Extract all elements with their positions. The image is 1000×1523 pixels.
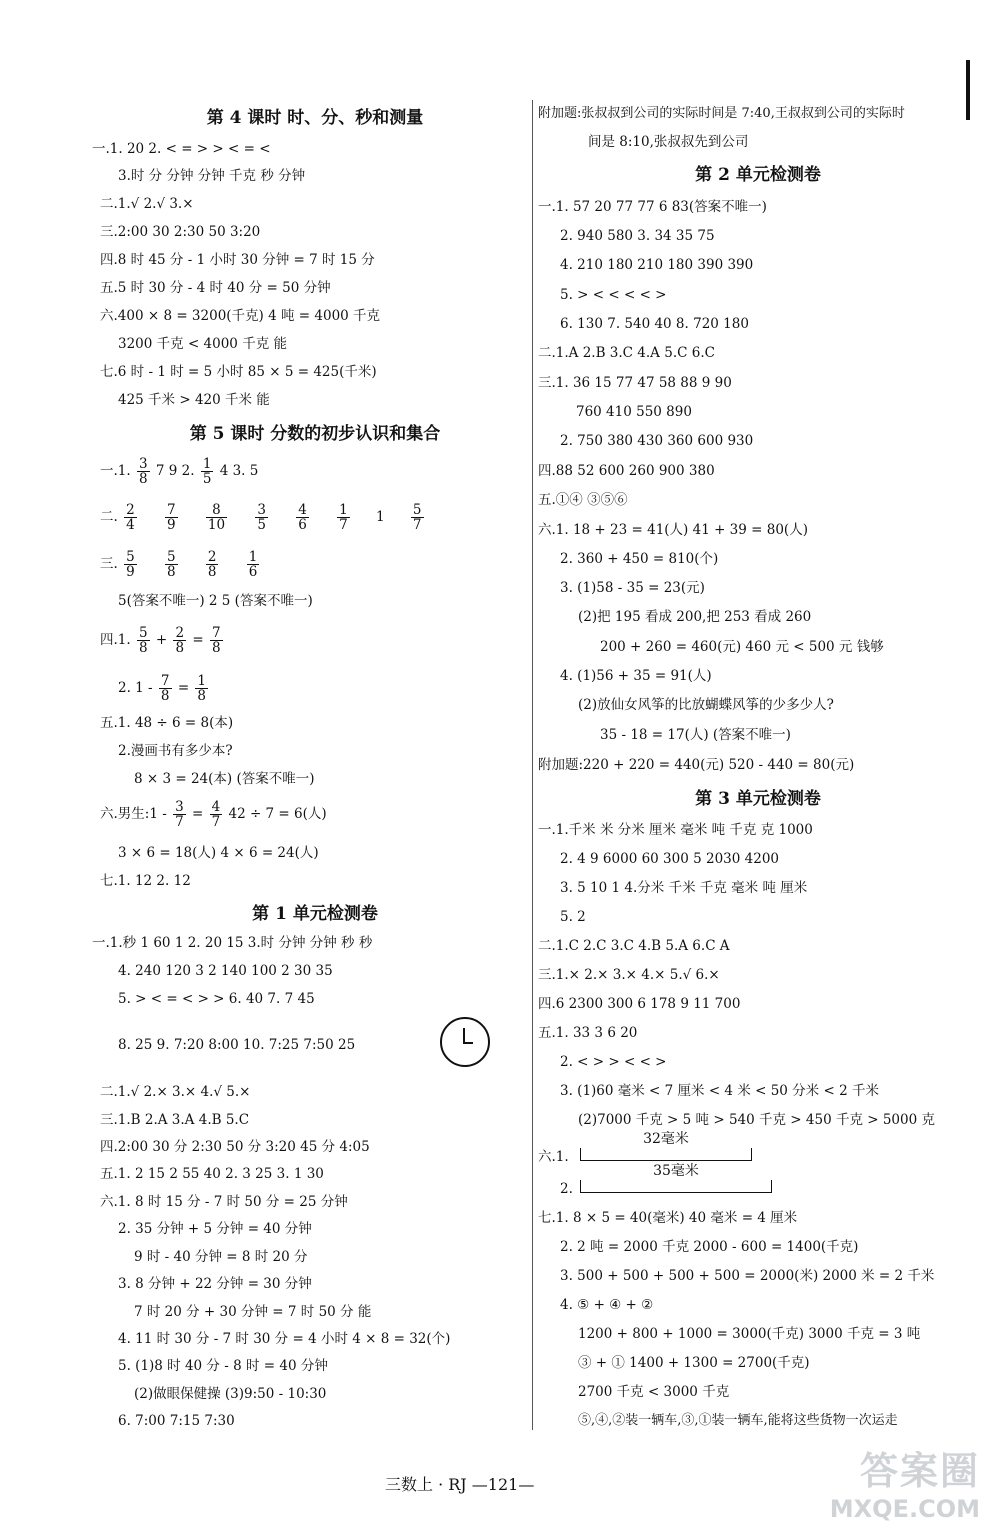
denominator: 8 <box>197 688 207 704</box>
text-line: 二.1.C 2.C 3.C 4.B 5.A 6.C A <box>538 938 730 954</box>
text-line: 二.1.A 2.B 3.C 4.A 5.C 6.C <box>538 345 715 361</box>
fraction <box>201 457 214 486</box>
text-line: 三.2:00 30 2:30 50 3:20 <box>100 224 261 240</box>
text-line: (2)做眼保健操 (3)9:50 - 10:30 <box>134 1386 327 1402</box>
text-line: 2. 940 580 3. 34 35 75 <box>560 228 715 244</box>
fraction <box>206 550 219 579</box>
text-line: 七.6 时 - 1 时 = 5 小时 85 × 5 = 425(千米) <box>100 364 377 380</box>
ruler-label: 32毫米 <box>643 1131 689 1147</box>
fraction <box>137 626 150 655</box>
text-line: 4. 11 时 30 分 - 7 时 30 分 = 4 小时 4 × 8 = 32(个) <box>118 1331 451 1347</box>
text-line: 2. 4 9 6000 60 300 5 2030 4200 <box>560 851 779 867</box>
text-line: (2)7000 千克 > 5 吨 > 540 千克 > 450 千克 > 5000 克 <box>578 1112 935 1128</box>
text-line: 3. (1)60 毫米 < 7 厘米 < 4 米 < 50 分米 < 2 千米 <box>560 1083 879 1099</box>
text-line: 四.88 52 600 260 900 380 <box>538 463 715 479</box>
numerator: 5 <box>166 549 176 565</box>
fraction <box>165 503 178 532</box>
text-line: 4. 240 120 3 2 140 100 2 30 35 <box>118 963 333 979</box>
fraction <box>165 550 178 579</box>
text-line: 附加题:张叔叔到公司的实际时间是 7:40,王叔叔到公司的实际时 <box>538 106 905 121</box>
denominator: 7 <box>339 517 348 533</box>
text: 三. <box>100 556 118 572</box>
fraction <box>411 503 424 532</box>
denominator: 7 <box>211 814 221 830</box>
text-line: 8 × 3 = 24(本) (答案不唯一) <box>134 771 315 787</box>
text-line: 五.1. 48 ÷ 6 = 8(本) <box>100 715 234 731</box>
text-line: 二.1.√ 2.√ 3.× <box>100 196 194 212</box>
numerator: 3 <box>257 502 266 518</box>
text: 六.男生:1 - <box>100 806 167 822</box>
text-line: 6. 7:00 7:15 7:30 <box>118 1413 235 1429</box>
denominator: 8 <box>138 471 148 487</box>
numerator: 7 <box>211 625 221 641</box>
text-line: 附加题:220 + 220 = 440(元) 520 - 440 = 80(元) <box>538 757 855 773</box>
denominator: 7 <box>175 814 184 830</box>
numerator: 5 <box>126 549 135 565</box>
fraction-line-3 <box>100 550 261 579</box>
unit1-title: 第 1 单元检测卷 <box>252 904 378 924</box>
text-line: 2.漫画书有多少本? <box>118 743 233 759</box>
text-line: 七.1. 8 × 5 = 40(毫米) 40 毫米 = 4 厘米 <box>538 1210 798 1226</box>
fraction <box>173 626 186 655</box>
fraction-line-6 <box>100 800 327 829</box>
edge-mark <box>966 60 970 120</box>
text-line: 5. > < = < > > 6. 40 7. 7 45 <box>118 991 315 1007</box>
lesson4-title: 第 4 课时 时、分、秒和测量 <box>206 108 424 128</box>
denominator: 4 <box>126 517 135 533</box>
numerator: 2 <box>126 502 135 518</box>
text-line: 六.1. 8 时 15 分 - 7 时 50 分 = 25 分钟 <box>100 1194 348 1210</box>
text-line: ③ + ① 1400 + 1300 = 2700(千克) <box>578 1355 810 1371</box>
fraction <box>137 457 150 486</box>
text-line: 5. 2 <box>560 909 586 925</box>
text-line: 7 时 20 分 + 30 分钟 = 7 时 50 分 能 <box>134 1304 372 1320</box>
text: 7 9 2. <box>155 463 195 479</box>
unit2-title: 第 2 单元检测卷 <box>695 165 821 185</box>
text: 四.1. <box>100 632 131 648</box>
text-line: 3. 8 分钟 + 22 分钟 = 30 分钟 <box>118 1276 312 1292</box>
fraction <box>337 503 350 532</box>
text-line: 760 410 550 890 <box>576 404 692 420</box>
text-line: 一.1. 57 20 77 77 6 83(答案不唯一) <box>538 199 767 215</box>
page-footer: 三数上 · RJ —121— <box>385 1475 535 1494</box>
text-line: 4. 210 180 210 180 390 390 <box>560 257 754 273</box>
text-line: 四.2:00 30 分 2:30 50 分 3:20 45 分 4:05 <box>100 1139 370 1155</box>
fraction <box>124 550 137 579</box>
numerator: 3 <box>138 456 148 472</box>
denominator: 6 <box>298 517 307 533</box>
fraction <box>206 503 227 532</box>
text: 2. 1 - <box>118 680 153 696</box>
text: + <box>155 632 168 648</box>
fraction <box>195 674 208 703</box>
text: 4 3. 5 <box>219 463 259 479</box>
text-line: 2. 360 + 450 = 810(个) <box>560 551 719 567</box>
numerator: 5 <box>412 502 422 518</box>
fraction <box>255 503 268 532</box>
fraction <box>124 503 137 532</box>
text-line: 200 + 260 = 460(元) 460 元 < 500 元 钱够 <box>600 639 884 655</box>
denominator: 8 <box>166 564 176 580</box>
text-line: 间是 8:10,张叔叔先到公司 <box>588 134 749 150</box>
text: 1 <box>376 509 385 525</box>
text-line: 五.5 时 30 分 - 4 时 40 分 = 50 分钟 <box>100 280 331 296</box>
text-line: 三.1.× 2.× 3.× 4.× 5.√ 6.× <box>538 967 720 983</box>
text-line: 4. ⑤ + ④ + ② <box>560 1297 654 1313</box>
numerator: 3 <box>175 799 184 815</box>
denominator: 7 <box>412 517 422 533</box>
fraction <box>159 674 172 703</box>
text-line: 七.1. 12 2. 12 <box>100 873 191 889</box>
text-line: 4. (1)56 + 35 = 91(人) <box>560 668 712 684</box>
text-line: 四.8 时 45 分 - 1 小时 30 分钟 = 7 时 15 分 <box>100 252 375 268</box>
text: = <box>177 680 190 696</box>
text-line: 六.1. <box>538 1149 569 1165</box>
numerator: 7 <box>160 673 170 689</box>
denominator: 8 <box>211 640 221 656</box>
text-line: 8. 25 9. 7:20 8:00 10. 7:25 7:50 25 <box>118 1037 356 1053</box>
denominator: 9 <box>126 564 135 580</box>
denominator: 5 <box>257 517 266 533</box>
numerator: 5 <box>138 625 148 641</box>
text-line: 二.1.√ 2.× 3.× 4.√ 5.× <box>100 1084 251 1100</box>
text: 42 ÷ 7 = 6(人) <box>228 806 327 822</box>
text-line: 425 千米 > 420 千米 能 <box>118 392 270 408</box>
denominator: 8 <box>175 640 185 656</box>
denominator: 6 <box>248 564 258 580</box>
numerator: 4 <box>298 502 307 518</box>
text-line: 2. < > > < < > <box>560 1054 667 1070</box>
fraction <box>247 550 260 579</box>
text-line: 四.6 2300 300 6 178 9 11 700 <box>538 996 741 1012</box>
denominator: 8 <box>160 688 170 704</box>
denominator: 10 <box>207 517 226 533</box>
text-line: 35 - 18 = 17(人) (答案不唯一) <box>600 727 791 743</box>
fraction <box>210 626 223 655</box>
text-line: 2. 2 吨 = 2000 千克 2000 - 600 = 1400(千克) <box>560 1239 859 1255</box>
text-line: ⑤,④,②装一辆车,③,①装一辆车,能将这些货物一次运走 <box>578 1413 898 1428</box>
fraction <box>296 503 309 532</box>
lesson5-title: 第 5 课时 分数的初步认识和集合 <box>189 424 441 444</box>
text-line: 一.1. 20 2. < = > > < = < <box>92 141 271 157</box>
text-line: 3.时 分 分钟 分钟 千克 秒 分钟 <box>118 168 306 184</box>
text-line: 2. 750 380 430 360 600 930 <box>560 433 754 449</box>
text-line: (2)把 195 看成 200,把 253 看成 260 <box>578 609 812 625</box>
fraction <box>210 800 223 829</box>
fraction-line-4 <box>100 626 225 655</box>
numerator: 1 <box>339 502 348 518</box>
numerator: 1 <box>202 456 212 472</box>
numerator: 1 <box>248 549 258 565</box>
text-line: 3. 5 10 1 4.分米 千米 千克 毫米 吨 厘米 <box>560 880 808 896</box>
text-line: 5. (1)8 时 40 分 - 8 时 = 40 分钟 <box>118 1358 328 1374</box>
numerator: 7 <box>166 502 176 518</box>
text-line: 9 时 - 40 分钟 = 8 时 20 分 <box>134 1249 308 1265</box>
denominator: 9 <box>166 517 176 533</box>
text-line: 六.400 × 8 = 3200(千克) 4 吨 = 4000 千克 <box>100 308 381 324</box>
watermark-url: MXQE.COM <box>829 1495 980 1523</box>
text-line: 5. > < < < < > <box>560 287 667 303</box>
unit3-title: 第 3 单元检测卷 <box>695 789 821 809</box>
numerator: 1 <box>197 673 207 689</box>
fraction-line-5 <box>118 674 210 703</box>
watermark-text: 答案圈 <box>859 1449 980 1493</box>
text: = <box>191 806 204 822</box>
text-line: 3200 千克 < 4000 千克 能 <box>118 336 287 352</box>
denominator: 8 <box>207 564 217 580</box>
fraction-line-1 <box>100 457 258 486</box>
denominator: 5 <box>202 471 212 487</box>
text-line: 一.1.千米 米 分米 厘米 毫米 吨 千克 克 1000 <box>538 822 813 838</box>
fraction <box>173 800 186 829</box>
text-line: 5(答案不唯一) 2 5 (答案不唯一) <box>118 593 313 609</box>
text-line: 五.1. 33 3 6 20 <box>538 1025 638 1041</box>
text-line: 1200 + 800 + 1000 = 3000(千克) 3000 千克 = 3 吨 <box>578 1326 921 1342</box>
text-line: (2)放仙女风筝的比放蝴蝶风筝的少多少人? <box>578 697 834 713</box>
text-line: 一.1.秒 1 60 1 2. 20 15 3.时 分钟 分钟 秒 秒 <box>92 935 373 951</box>
numerator: 8 <box>206 503 227 518</box>
numerator: 2 <box>207 549 217 565</box>
clock-icon <box>440 1017 490 1067</box>
ruler-line-2 <box>580 1163 772 1193</box>
text-line: 三.1.B 2.A 3.A 4.B 5.C <box>100 1112 250 1128</box>
text-line: 2700 千克 < 3000 千克 <box>578 1384 730 1400</box>
text: = <box>192 632 204 648</box>
text-line: 3 × 6 = 18(人) 4 × 6 = 24(人) <box>118 845 319 861</box>
text-line: 五.①④ ③⑤⑥ <box>538 492 628 508</box>
text-line: 三.1. 36 15 77 47 58 88 9 90 <box>538 375 732 391</box>
text-line: 2. 35 分钟 + 5 分钟 = 40 分钟 <box>118 1221 312 1237</box>
denominator: 8 <box>138 640 148 656</box>
text-line: 3. (1)58 - 35 = 23(元) <box>560 580 705 596</box>
text-line: 6. 130 7. 540 40 8. 720 180 <box>560 316 749 332</box>
text-line: 五.1. 2 15 2 55 40 2. 3 25 3. 1 30 <box>100 1166 324 1182</box>
numerator: 2 <box>175 625 185 641</box>
text-line: 六.1. 18 + 23 = 41(人) 41 + 39 = 80(人) <box>538 522 808 538</box>
text-line: 3. 500 + 500 + 500 + 500 = 2000(米) 2000 米 = 2 千米 <box>560 1268 935 1284</box>
text: 二. <box>100 509 118 525</box>
numerator: 4 <box>211 799 221 815</box>
column-divider <box>532 100 533 1430</box>
text-line: 2. <box>560 1181 573 1197</box>
watermark-logo <box>830 1440 980 1523</box>
ruler-label: 35毫米 <box>653 1163 699 1179</box>
fraction-line-2 <box>100 503 426 532</box>
text: 一.1. <box>100 463 131 479</box>
